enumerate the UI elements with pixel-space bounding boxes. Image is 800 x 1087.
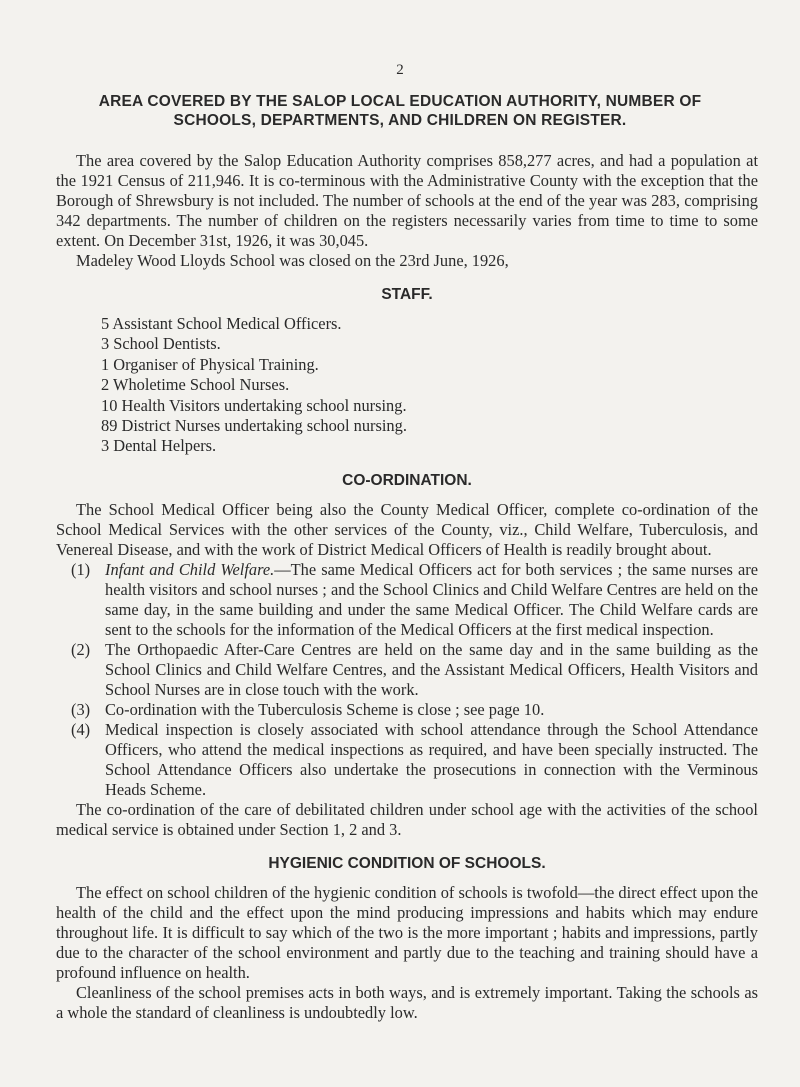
coordination-item [56, 720, 758, 800]
item-number: (4) [71, 719, 91, 739]
item-text: —The same Medical Officers act for both services ; the same nurses are health visitors and school nurses ; and the School Clinics and Child Welfare Centres are held on the same day, in the same building and under the same Medical Officer. The Child Welfare cards are sent to the schools for the information of the Medical Officers at the first medical inspection. [105, 559, 758, 639]
staff-item: 89 District Nurses undertaking school nursing. [101, 416, 407, 436]
coordination-item [56, 700, 758, 720]
cleanliness-paragraph: Cleanliness of the school premises acts in both ways, and is extremely important. Taking the schools as a whole the standard of cleanliness is undoubtedly low. [56, 982, 758, 1022]
coordination-heading: CO-ORDINATION. [342, 471, 472, 489]
item-title: Infant and Child Welfare. [105, 559, 275, 579]
item-number: (1) [71, 559, 91, 579]
staff-item: 3 School Dentists. [101, 334, 221, 354]
coordination-item [56, 560, 758, 640]
item-text: Co-ordination with the Tuberculosis Scheme is close ; see page 10. [105, 699, 545, 719]
item-number: (2) [71, 639, 91, 659]
coordination-intro: The School Medical Officer being also the County Medical Officer, complete co-ordination of the School Medical Services with the other services of the County, viz., Child Welfare, Tuberculosis, and Venereal Disease, and with the work of District Medical Officers of Health is readily brought about. [56, 499, 758, 559]
item-text: Medical inspection is closely associated with school attendance through the School Attendance Officers, who attend the medical inspections as required, and have been specially instructed. The School Attendance Officers also undertake the prosecutions in connection with the Verminous Heads Scheme. [105, 719, 758, 799]
closure-paragraph: Madeley Wood Lloyds School was closed on the 23rd June, 1926, [76, 251, 509, 270]
staff-item: 2 Wholetime School Nurses. [101, 375, 290, 395]
staff-item: 3 Dental Helpers. [101, 436, 217, 456]
hygienic-paragraph: The effect on school children of the hygienic condition of schools is twofold—the direct effect upon the health of the child and the effect upon the mind producing impressions and habits which may endure throughout life. It is difficult to say which of the two is the more important ; habits and impressions, partly due to the character of the school environment and partly due to the teaching and training should have a profound influence on health. [56, 882, 758, 982]
item-number: (3) [71, 699, 91, 719]
area-paragraph: The area covered by the Salop Education Authority comprises 858,277 acres, and had a population at the 1921 Census of 211,946. It is co-terminous with the Administrative County with the exception that the Borough of Shrewsbury is not included. The number of schools at the end of the year was 283, comprising 342 departments. The number of children on the registers necessarily varies from time to time to some extent. On December 31st, 1926, it was 30,045. [56, 151, 758, 250]
coordination-closing: The co-ordination of the care of debilitated children under school age with the activities of the school medical service is obtained under Section 1, 2 and 3. [56, 799, 758, 839]
staff-heading: STAFF. [381, 286, 433, 303]
item-text: The Orthopaedic After-Care Centres are held on the same day and in the same building as the School Clinics and Child Welfare Centres, and the Assistant Medical Officers, Health Visitors and School Nurses are in close touch with the work. [105, 639, 758, 699]
staff-item: 5 Assistant School Medical Officers. [101, 314, 342, 333]
hygienic-heading: HYGIENIC CONDITION OF SCHOOLS. [268, 854, 546, 872]
staff-list [101, 314, 758, 457]
main-heading: AREA COVERED BY THE SALOP LOCAL EDUCATION AUTHORITY, NUMBER OF SCHOOLS, DEPARTMENTS, AND CHILDREN ON REGISTER. [98, 93, 702, 129]
staff-item: 1 Organiser of Physical Training. [101, 354, 319, 374]
page-number: 2 [396, 62, 404, 78]
coordination-list [56, 560, 758, 800]
staff-item: 10 Health Visitors undertaking school nursing. [101, 395, 407, 415]
document-body [56, 151, 758, 1023]
coordination-item [56, 640, 758, 700]
